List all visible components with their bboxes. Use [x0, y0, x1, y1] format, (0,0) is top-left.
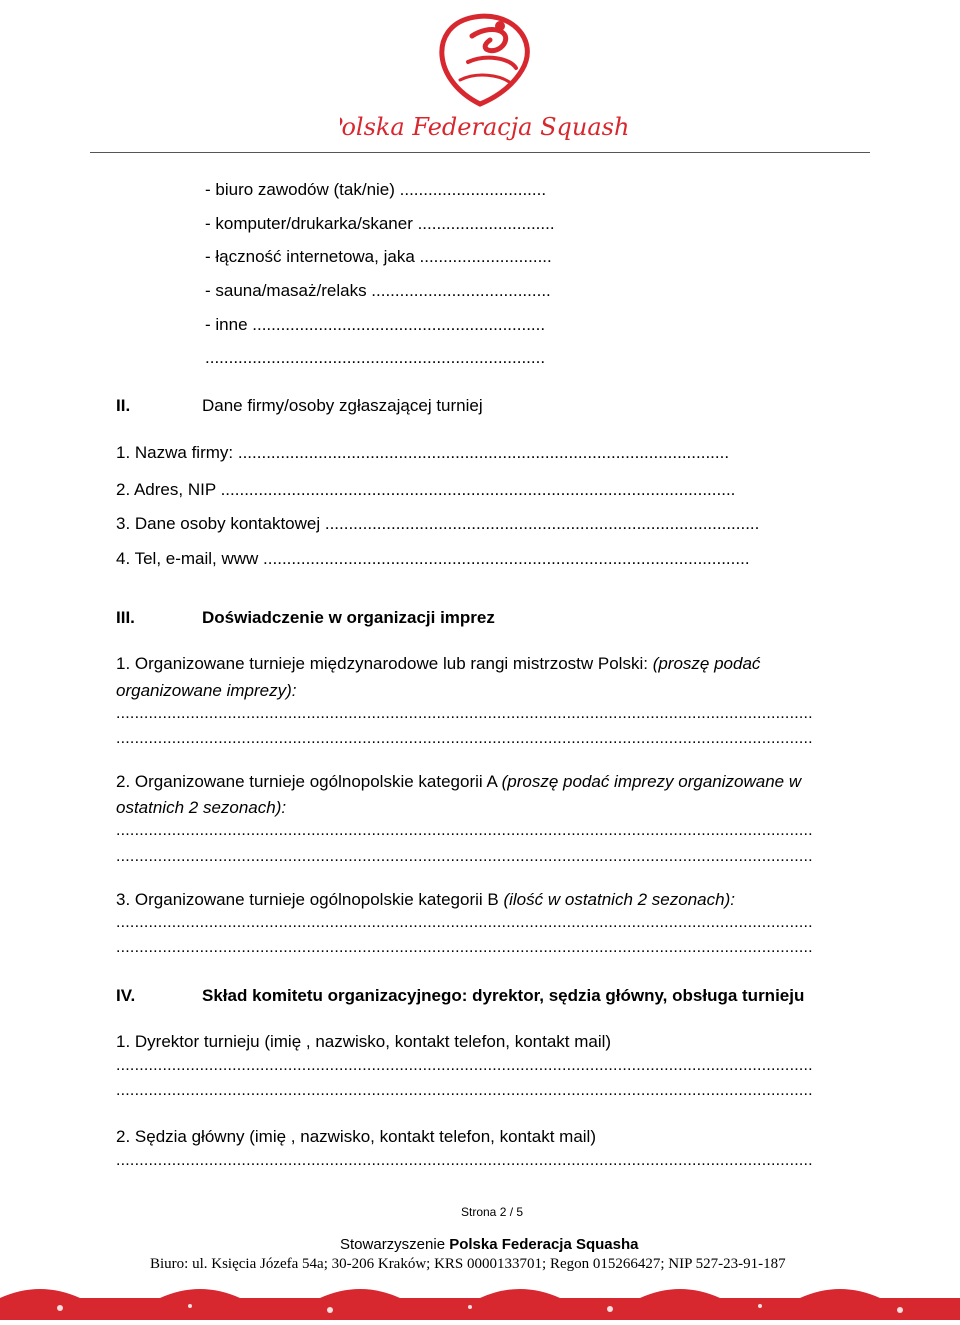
answer-line: ...................................................................................................................................................... [116, 822, 813, 839]
question-text: 3. Organizowane turnieje ogólnopolskie kategorii B [116, 890, 504, 909]
form-field: 3. Dane osoby kontaktowej ............................................................................................ [116, 514, 760, 533]
section-title: Doświadczenie w organizacji imprez [202, 608, 495, 627]
question-hint: (proszę podać imprezy organizowane w [501, 772, 802, 791]
header-divider [90, 152, 870, 153]
answer-line: ...................................................................................................................................................... [116, 1082, 813, 1099]
section-title: Skład komitetu organizacyjnego: dyrektor, sędzia główny, obsługa turnieju [202, 986, 805, 1005]
list-item: - komputer/drukarka/skaner ............................. [205, 214, 555, 233]
answer-line: ...................................................................................................................................................... [116, 1057, 813, 1074]
form-field: 1. Nazwa firmy: ........................................................................................................ [116, 443, 730, 462]
question-hint: (ilość w ostatnich 2 sezonach): [503, 890, 735, 909]
footer-address: Biuro: ul. Księcia Józefa 54a; 30-206 Kraków; KRS 0000133701; Regon 015266427; NIP 527-23-91-187 [150, 1256, 786, 1272]
answer-line: ...................................................................................................................................................... [116, 914, 813, 931]
footer-organization [340, 1236, 638, 1253]
page-separator: / [509, 1205, 514, 1219]
answer-line: ...................................................................................................................................................... [116, 848, 813, 865]
question-3 [116, 890, 735, 910]
question-text: 2. Organizowane turnieje ogólnopolskie kategorii A [116, 772, 502, 791]
page-label: Strona [461, 1205, 497, 1219]
page-current: 2 [499, 1205, 507, 1219]
question-hint: (proszę podać [652, 654, 761, 673]
question-hint-line2: ostatnich 2 sezonach): [116, 798, 287, 817]
form-field: 2. Adres, NIP ............................................................................................................. [116, 480, 736, 499]
list-item: ........................................................................ [205, 348, 546, 367]
answer-line: ...................................................................................................................................................... [116, 705, 813, 722]
logo-text: Polska Federacja Squasha [340, 113, 630, 141]
section-numeral: IV. [116, 986, 136, 1005]
list-item: - biuro zawodów (tak/nie) ............................... [205, 180, 547, 199]
question-hint-line2: organizowane imprezy): [116, 681, 297, 700]
org-name: Polska Federacja Squasha [449, 1236, 639, 1253]
section-numeral: II. [116, 396, 131, 415]
section-title: Dane firmy/osoby zgłaszającej turniej [202, 396, 483, 415]
list-item: - łączność internetowa, jaka ............................ [205, 247, 552, 266]
list-item: - inne .............................................................. [205, 315, 546, 334]
answer-line: ...................................................................................................................................................... [116, 730, 813, 747]
org-prefix: Stowarzyszenie [340, 1236, 450, 1253]
question-1 [116, 654, 760, 674]
answer-line: ...................................................................................................................................................... [116, 1152, 813, 1169]
question-2: 2. Sędzia główny (imię , nazwisko, kontakt telefon, kontakt mail) [116, 1127, 596, 1146]
question-text: 1. Organizowane turnieje międzynarodowe lub rangi mistrzostw Polski: [116, 654, 653, 673]
page-number [461, 1205, 523, 1219]
answer-line: ...................................................................................................................................................... [116, 939, 813, 956]
federation-logo [340, 0, 630, 150]
section-numeral: III. [116, 608, 135, 627]
question-2 [116, 772, 801, 792]
page-total: 5 [516, 1205, 524, 1219]
footer-decoration [0, 1276, 960, 1320]
list-item: - sauna/masaż/relaks ...................................... [205, 281, 551, 300]
form-field: 4. Tel, e-mail, www ....................................................................................................... [116, 549, 750, 568]
question-1: 1. Dyrektor turnieju (imię , nazwisko, kontakt telefon, kontakt mail) [116, 1032, 612, 1051]
